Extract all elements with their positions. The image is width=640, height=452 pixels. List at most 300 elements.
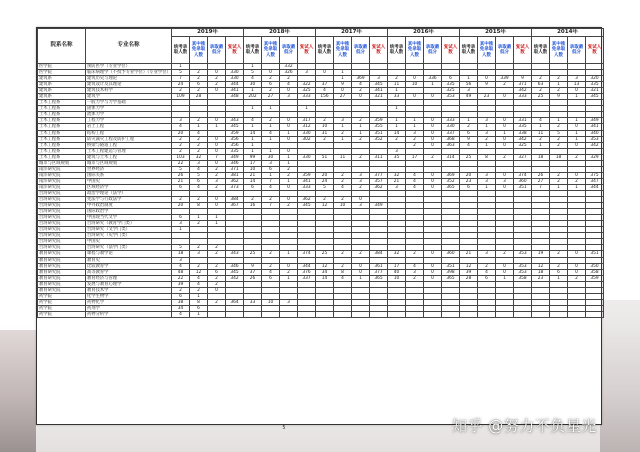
cell-value: 32: [190, 154, 208, 160]
header-year: 2016年: [388, 29, 460, 37]
cell-value: 9: [460, 136, 478, 142]
cell-dept: 建筑系: [38, 94, 86, 100]
cell-dept: 建筑系: [38, 88, 86, 94]
cell-value: 346: [226, 263, 244, 269]
cell-value: 3: [406, 269, 424, 275]
cell-value: 2: [280, 172, 298, 178]
cell-value: 2: [208, 251, 226, 257]
cell-value: [406, 311, 424, 317]
cell-value: 28: [190, 94, 208, 100]
cell-value: 1: [478, 184, 496, 190]
cell-value: 333: [298, 94, 316, 100]
cell-dept: 土木工程系: [38, 106, 86, 112]
cell-value: 20: [172, 130, 190, 136]
cell-value: 2: [262, 118, 280, 124]
cell-value: 3: [406, 130, 424, 136]
cell-value: 0: [496, 142, 514, 148]
cell-dept: 台湾研究院: [38, 190, 86, 196]
cell-value: 7: [262, 178, 280, 184]
cell-major: 高等教育学: [86, 269, 172, 275]
cell-value: 2: [550, 172, 568, 178]
cell-value: 360: [514, 178, 532, 184]
cell-value: 27: [334, 94, 352, 100]
header-subcol: 复试人数: [442, 37, 460, 64]
cell-value: 339: [496, 76, 514, 82]
cell-value: 51: [316, 154, 334, 160]
cell-value: 39: [460, 269, 478, 275]
cell-major: 建筑与土木工程: [86, 154, 172, 160]
cell-value: 2: [208, 184, 226, 190]
cell-value: 2: [334, 178, 352, 184]
cell-dept: 教育研究院: [38, 251, 86, 257]
cell-value: 5: [244, 70, 262, 76]
cell-dept: 台湾研究院: [38, 245, 86, 251]
document-sheet: [36, 27, 602, 425]
cell-value: 2: [262, 197, 280, 203]
cell-dept: 教育研究院: [38, 269, 86, 275]
cell-value: [496, 311, 514, 317]
header-subcol: 复试人数: [514, 37, 532, 64]
cell-value: 0: [352, 94, 370, 100]
cell-major: 世界经济: [86, 166, 172, 172]
cell-value: 0: [424, 178, 442, 184]
header-subcol: 其中推免录取人数: [334, 37, 352, 64]
cell-value: 3: [352, 203, 370, 209]
cell-value: 6: [442, 76, 460, 82]
cell-value: 368: [442, 136, 460, 142]
cell-value: 2: [550, 136, 568, 142]
cell-value: 356: [226, 136, 244, 142]
cell-value: 5: [172, 70, 190, 76]
cell-value: 2: [172, 142, 190, 148]
cell-value: 338: [514, 130, 532, 136]
cell-value: 17: [244, 160, 262, 166]
cell-value: 2: [244, 197, 262, 203]
cell-value: 4: [352, 82, 370, 88]
cell-value: 335: [442, 82, 460, 88]
cell-value: 351: [586, 251, 604, 257]
cell-value: 23: [478, 94, 496, 100]
cell-value: 0: [496, 118, 514, 124]
cell-value: 22: [172, 275, 190, 281]
cell-value: 20: [172, 203, 190, 209]
cell-dept: 土木工程系: [38, 148, 86, 154]
admissions-table: [37, 28, 604, 318]
cell-value: 1: [172, 227, 190, 233]
cell-value: 314: [442, 154, 460, 160]
cell-major: 固体力学: [86, 106, 172, 112]
cell-value: 369: [442, 172, 460, 178]
cell-value: 2: [280, 269, 298, 275]
cell-major: 流体力学: [86, 112, 172, 118]
cell-value: 0: [406, 94, 424, 100]
cell-value: 365: [370, 275, 388, 281]
cell-value: 11: [334, 154, 352, 160]
cell-value: 342: [514, 136, 532, 142]
cell-value: 2: [334, 197, 352, 203]
header-subcol: 其中推免录取人数: [190, 37, 208, 64]
cell-value: 17: [388, 263, 406, 269]
cell-value: [208, 311, 226, 317]
cell-value: 0: [568, 142, 586, 148]
header-subcol: 统考录取人数: [532, 37, 550, 64]
cell-value: 0: [424, 263, 442, 269]
cell-value: 343: [226, 118, 244, 124]
cell-dept: 台湾研究院: [38, 221, 86, 227]
cell-value: [334, 311, 352, 317]
cell-value: 9: [334, 82, 352, 88]
cell-value: 1: [262, 124, 280, 130]
cell-value: 2: [172, 136, 190, 142]
cell-value: 17: [406, 154, 424, 160]
cell-value: 1: [208, 124, 226, 130]
cell-value: 341: [370, 88, 388, 94]
cell-major: 预防医学（专业学位）: [86, 64, 172, 70]
cell-value: 6: [172, 215, 190, 221]
cell-value: 0: [568, 263, 586, 269]
cell-value: 18: [550, 154, 568, 160]
cell-value: 342: [226, 275, 244, 281]
cell-major: 国际关系: [86, 172, 172, 178]
cell-value: 0: [280, 136, 298, 142]
cell-value: 18: [532, 269, 550, 275]
cell-value: 1: [352, 275, 370, 281]
header-subcol: 录取最低分: [280, 37, 298, 64]
cell-value: 0: [208, 197, 226, 203]
cell-value: 0: [496, 263, 514, 269]
cell-value: 2: [460, 124, 478, 130]
cell-value: 35: [388, 154, 406, 160]
cell-value: 2: [334, 130, 352, 136]
cell-value: 1: [280, 178, 298, 184]
cell-value: 344: [298, 263, 316, 269]
cell-value: 1: [550, 82, 568, 88]
cell-value: 2: [496, 251, 514, 257]
cell-value: 0: [280, 118, 298, 124]
cell-value: 4: [190, 275, 208, 281]
cell-value: 1: [280, 154, 298, 160]
cell-value: 2: [190, 287, 208, 293]
cell-value: 2: [172, 88, 190, 94]
cell-major: 一般力学与力学基础: [86, 100, 172, 106]
cell-value: 6: [460, 184, 478, 190]
cell-dept: 南洋研究院: [38, 166, 86, 172]
cell-value: 317: [298, 118, 316, 124]
cell-dept: 土木工程系: [38, 142, 86, 148]
cell-value: 1: [190, 124, 208, 130]
cell-value: 358: [586, 269, 604, 275]
cell-value: 2: [478, 263, 496, 269]
cell-value: 2: [550, 124, 568, 130]
cell-value: 0: [280, 197, 298, 203]
cell-value: 1: [352, 130, 370, 136]
cell-major: 桥梁与隧道工程: [86, 142, 172, 148]
cell-value: 0: [208, 70, 226, 76]
cell-value: 6: [190, 305, 208, 311]
cell-value: 360: [442, 251, 460, 257]
cell-value: 346: [226, 160, 244, 166]
cell-value: [370, 311, 388, 317]
cell-value: 2: [406, 251, 424, 257]
header-year: 2017年: [316, 29, 388, 37]
cell-value: 1: [388, 88, 406, 94]
cell-value: 2: [280, 203, 298, 209]
cell-value: 2: [208, 82, 226, 88]
cell-value: 2: [208, 281, 226, 287]
cell-value: 349: [226, 154, 244, 160]
cell-value: 1: [406, 118, 424, 124]
background-building-left: [0, 330, 36, 452]
cell-major: 教育史: [86, 257, 172, 263]
cell-value: 32: [388, 172, 406, 178]
cell-value: 0: [262, 70, 280, 76]
cell-value: 1: [406, 124, 424, 130]
cell-value: 0: [424, 275, 442, 281]
cell-value: 4: [280, 82, 298, 88]
cell-value: 0: [208, 287, 226, 293]
cell-dept: 土木工程系: [38, 154, 86, 160]
table-row: [38, 311, 604, 317]
cell-value: 0: [352, 263, 370, 269]
cell-value: 0: [316, 70, 334, 76]
cell-major: 防灾减灾工程及防护工程: [86, 136, 172, 142]
cell-value: 26: [244, 275, 262, 281]
cell-dept: 药学院: [38, 311, 86, 317]
cell-value: 330: [298, 154, 316, 160]
cell-dept: 药学院: [38, 299, 86, 305]
cell-value: 0: [496, 124, 514, 130]
cell-major: 城市与区域规划: [86, 160, 172, 166]
cell-value: 0: [424, 184, 442, 190]
cell-value: 2: [208, 263, 226, 269]
cell-value: 5: [190, 172, 208, 178]
cell-value: 335: [586, 82, 604, 88]
header-subcol: 复试人数: [370, 37, 388, 64]
cell-value: 3: [190, 251, 208, 257]
cell-value: 4: [262, 269, 280, 275]
cell-value: 325: [514, 142, 532, 148]
cell-value: 12: [316, 263, 334, 269]
cell-value: 376: [298, 269, 316, 275]
cell-value: 6: [262, 82, 280, 88]
cell-value: 1: [568, 130, 586, 136]
cell-value: 39: [172, 281, 190, 287]
cell-value: 2: [352, 154, 370, 160]
cell-value: [514, 311, 532, 317]
cell-value: 347: [586, 178, 604, 184]
cell-value: 353: [586, 136, 604, 142]
cell-value: [532, 311, 550, 317]
cell-value: 2: [208, 172, 226, 178]
cell-major: 建筑技术科学: [86, 88, 172, 94]
cell-dept: 台湾研究院: [38, 227, 86, 233]
cell-major: 建筑历史与理论: [86, 76, 172, 82]
cell-value: 384: [226, 197, 244, 203]
cell-value: 2: [406, 136, 424, 142]
cell-value: 330: [226, 70, 244, 76]
cell-value: 349: [370, 203, 388, 209]
cell-value: 341: [586, 124, 604, 130]
cell-value: 358: [514, 275, 532, 281]
cell-value: 6: [262, 166, 280, 172]
cell-value: 18: [172, 251, 190, 257]
cell-value: 344: [586, 184, 604, 190]
cell-value: 2: [352, 136, 370, 142]
cell-value: 11: [532, 130, 550, 136]
cell-value: 1: [298, 106, 316, 112]
cell-value: 327: [514, 154, 532, 160]
cell-value: 1: [334, 136, 352, 142]
cell-dept: 建筑系: [38, 76, 86, 82]
cell-value: 4: [190, 166, 208, 172]
cell-value: 2: [550, 88, 568, 94]
cell-value: 24: [172, 82, 190, 88]
cell-value: 7: [262, 203, 280, 209]
cell-value: 336: [424, 76, 442, 82]
cell-value: 333: [514, 94, 532, 100]
cell-value: 10: [316, 124, 334, 130]
cell-value: 1: [262, 106, 280, 112]
cell-major: 药物分析学: [86, 311, 172, 317]
cell-value: 341: [298, 178, 316, 184]
cell-dept: 台湾研究院: [38, 215, 86, 221]
cell-value: 14: [244, 130, 262, 136]
cell-value: 14: [244, 178, 262, 184]
cell-value: 337: [442, 130, 460, 136]
cell-value: 345: [226, 124, 244, 130]
cell-value: 3: [280, 94, 298, 100]
cell-value: 0: [496, 269, 514, 275]
cell-value: 3: [172, 257, 190, 263]
watermark-text: 知乎 @努力不负星光: [452, 417, 597, 435]
cell-value: 12: [460, 263, 478, 269]
cell-value: 25: [532, 94, 550, 100]
cell-value: 1: [550, 275, 568, 281]
cell-value: 359: [298, 172, 316, 178]
cell-value: 20: [316, 172, 334, 178]
cell-value: 49: [460, 94, 478, 100]
cell-value: 0: [208, 203, 226, 209]
cell-value: 373: [226, 184, 244, 190]
cell-major: 中外政治制度: [86, 203, 172, 209]
cell-major: 土木工程建造与管理: [86, 148, 172, 154]
cell-value: 377: [370, 172, 388, 178]
cell-value: 1: [568, 118, 586, 124]
cell-value: 321: [586, 88, 604, 94]
cell-value: 2: [262, 263, 280, 269]
cell-dept: 土木工程系: [38, 118, 86, 124]
cell-value: 1: [496, 275, 514, 281]
cell-value: 30: [244, 82, 262, 88]
cell-value: 23: [460, 178, 478, 184]
cell-major: 课程与教学论: [86, 251, 172, 257]
cell-major: 建筑设计及其理论: [86, 82, 172, 88]
cell-value: 3: [298, 70, 316, 76]
cell-value: 2: [550, 142, 568, 148]
cell-value: 2: [334, 251, 352, 257]
cell-value: 0: [568, 251, 586, 257]
cell-dept: 医学院: [38, 70, 86, 76]
cell-major: 台湾研究（文学门类）: [86, 227, 172, 233]
cell-value: 25: [460, 154, 478, 160]
cell-value: 5: [550, 130, 568, 136]
cell-value: 2: [334, 172, 352, 178]
cell-value: 2: [424, 154, 442, 160]
cell-value: 322: [298, 82, 316, 88]
cell-value: 1: [244, 64, 262, 70]
cell-value: 6: [244, 184, 262, 190]
cell-major: 药剂学: [86, 305, 172, 311]
cell-major: 教育技术学: [86, 287, 172, 293]
cell-value: 342: [514, 88, 532, 94]
cell-value: 1: [388, 118, 406, 124]
cell-value: 2: [172, 148, 190, 154]
cell-value: 1: [262, 148, 280, 154]
header-subcol: 录取最低分: [352, 37, 370, 64]
cell-value: 1: [244, 148, 262, 154]
cell-dept: 教育研究院: [38, 287, 86, 293]
cell-value: 361: [370, 263, 388, 269]
cell-dept: 建筑系: [38, 82, 86, 88]
cell-value: 2: [532, 136, 550, 142]
cell-dept: 台湾研究院: [38, 203, 86, 209]
cell-value: 11: [388, 82, 406, 88]
header-subcol: 其中推免录取人数: [262, 37, 280, 64]
cell-value: 333: [298, 184, 316, 190]
cell-value: 10: [406, 82, 424, 88]
cell-major: 发展与教育心理学: [86, 281, 172, 287]
cell-value: 0: [496, 94, 514, 100]
cell-value: 14: [316, 275, 334, 281]
cell-dept: 教育研究院: [38, 281, 86, 287]
header-subcol: 录取最低分: [568, 37, 586, 64]
cell-value: 0: [280, 88, 298, 94]
cell-value: 0: [568, 269, 586, 275]
cell-value: 2: [262, 251, 280, 257]
cell-value: 21: [388, 178, 406, 184]
cell-value: 31: [316, 130, 334, 136]
cell-value: 3: [478, 118, 496, 124]
cell-value: 34: [172, 305, 190, 311]
cell-value: 7: [532, 184, 550, 190]
cell-value: 37: [244, 269, 262, 275]
cell-value: 329: [586, 154, 604, 160]
cell-value: 9: [514, 76, 532, 82]
cell-dept: 城市与区域规划: [38, 160, 86, 166]
cell-value: 2: [190, 197, 208, 203]
cell-value: 1: [190, 215, 208, 221]
cell-value: 2: [208, 76, 226, 82]
cell-major: 台湾研究（教育学门类）: [86, 221, 172, 227]
cell-value: 371: [226, 166, 244, 172]
cell-value: 6: [172, 184, 190, 190]
cell-value: 384: [370, 251, 388, 257]
cell-value: 34: [316, 269, 334, 275]
cell-value: 345: [226, 269, 244, 275]
cell-value: 6: [478, 275, 496, 281]
cell-value: 4: [190, 130, 208, 136]
cell-value: 0: [424, 142, 442, 148]
cell-major: 建筑学: [86, 94, 172, 100]
cell-value: 0: [280, 148, 298, 154]
cell-value: 1: [460, 76, 478, 82]
cell-value: 2: [190, 70, 208, 76]
cell-value: 4: [316, 88, 334, 94]
cell-value: 1: [334, 76, 352, 82]
cell-value: 345: [586, 94, 604, 100]
cell-value: 3: [568, 76, 586, 82]
cell-major: 政治学理论（法学）: [86, 190, 172, 196]
